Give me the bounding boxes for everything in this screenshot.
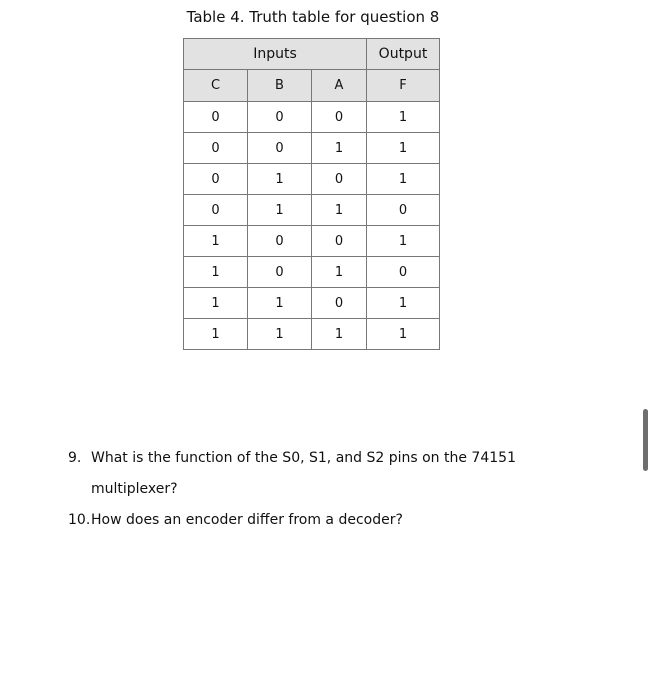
cell-c: 0 <box>184 133 248 164</box>
table-row <box>184 226 440 257</box>
cell-a: 1 <box>312 257 367 288</box>
table-row <box>184 164 440 195</box>
cell-a: 1 <box>312 195 367 226</box>
cell-f: 0 <box>367 257 440 288</box>
question-9 <box>68 450 516 466</box>
cell-f: 1 <box>367 164 440 195</box>
cell-c: 0 <box>184 102 248 133</box>
scrollbar-thumb[interactable] <box>643 409 648 471</box>
cell-f: 1 <box>367 288 440 319</box>
table-row <box>184 257 440 288</box>
cell-a: 0 <box>312 288 367 319</box>
cell-b: 1 <box>248 195 312 226</box>
cell-f: 1 <box>367 226 440 257</box>
table-caption: Table 4. Truth table for question 8 <box>186 8 440 26</box>
question-9-continuation: multiplexer? <box>91 481 178 497</box>
table-row <box>184 288 440 319</box>
column-header-f: F <box>367 70 440 102</box>
cell-a: 1 <box>312 133 367 164</box>
cell-b: 0 <box>248 226 312 257</box>
output-group-header: Output <box>367 39 440 70</box>
cell-b: 1 <box>248 319 312 350</box>
table-row <box>184 195 440 226</box>
cell-a: 0 <box>312 102 367 133</box>
cell-c: 1 <box>184 226 248 257</box>
cell-b: 1 <box>248 288 312 319</box>
cell-f: 1 <box>367 102 440 133</box>
cell-f: 1 <box>367 319 440 350</box>
cell-f: 0 <box>367 195 440 226</box>
cell-a: 1 <box>312 319 367 350</box>
cell-a: 0 <box>312 226 367 257</box>
cell-c: 1 <box>184 319 248 350</box>
question-text: What is the function of the S0, S1, and S2 pins on the 74151 <box>91 450 516 466</box>
truth-table <box>183 38 440 350</box>
question-10 <box>68 512 403 528</box>
column-header-b: B <box>248 70 312 102</box>
question-number: 10. <box>68 512 91 528</box>
column-header-c: C <box>184 70 248 102</box>
table-row <box>184 102 440 133</box>
table-row <box>184 133 440 164</box>
inputs-group-header: Inputs <box>184 39 367 70</box>
cell-b: 0 <box>248 102 312 133</box>
cell-c: 0 <box>184 164 248 195</box>
cell-b: 0 <box>248 133 312 164</box>
column-header-a: A <box>312 70 367 102</box>
cell-f: 1 <box>367 133 440 164</box>
cell-c: 1 <box>184 257 248 288</box>
question-number: 9. <box>68 450 82 466</box>
table-row <box>184 319 440 350</box>
cell-a: 0 <box>312 164 367 195</box>
question-text: How does an encoder differ from a decoder? <box>91 512 403 528</box>
cell-b: 0 <box>248 257 312 288</box>
cell-c: 0 <box>184 195 248 226</box>
cell-b: 1 <box>248 164 312 195</box>
cell-c: 1 <box>184 288 248 319</box>
